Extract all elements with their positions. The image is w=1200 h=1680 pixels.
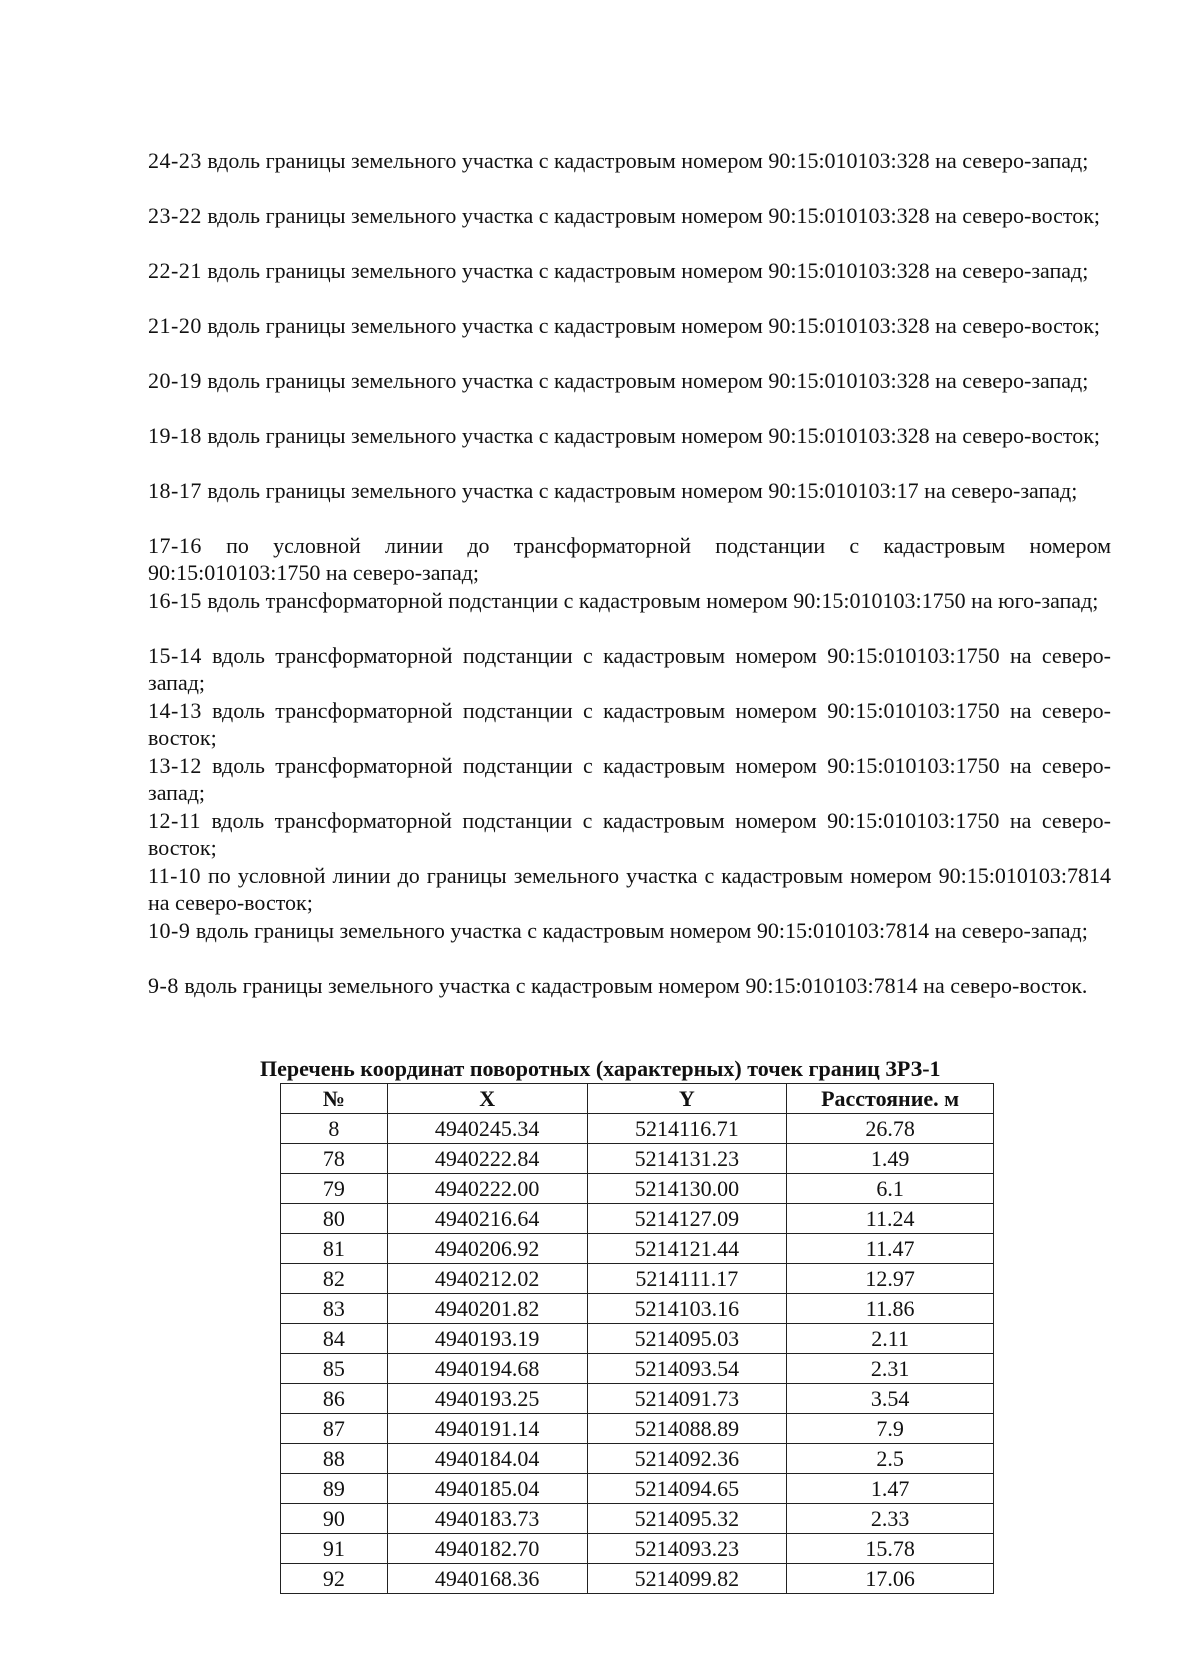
table-row: [281, 1204, 994, 1234]
segment-number: 14-13: [148, 698, 202, 723]
cell-distance: 3.54: [787, 1384, 994, 1414]
cell-y: 5214131.23: [587, 1144, 787, 1174]
cell-number: 84: [281, 1324, 388, 1354]
cell-number: 83: [281, 1294, 388, 1324]
segment-text: по условной линии до трансформаторной подстанции с кадастровым номером 90:15:010103:1750 на северо-запад;: [148, 533, 1111, 585]
cell-y: 5214103.16: [587, 1294, 787, 1324]
cell-distance: 26.78: [787, 1114, 994, 1144]
boundary-segment-paragraph: [148, 532, 1111, 587]
cell-distance: 11.24: [787, 1204, 994, 1234]
cell-distance: 2.31: [787, 1354, 994, 1384]
table-row: [281, 1264, 994, 1294]
cell-distance: 11.86: [787, 1294, 994, 1324]
coordinates-table: [280, 1083, 994, 1594]
cell-x: 4940183.73: [387, 1504, 587, 1534]
cell-y: 5214111.17: [587, 1264, 787, 1294]
table-row: [281, 1414, 994, 1444]
boundary-segment-paragraph: [148, 257, 1111, 312]
table-title: Перечень координат поворотных (характерных) точек границ ЗРЗ-1: [260, 1056, 941, 1081]
cell-distance: 6.1: [787, 1174, 994, 1204]
segment-text: вдоль границы земельного участка с кадастровым номером 90:15:010103:7814 на северо-восток.: [178, 973, 1088, 998]
cell-x: 4940222.84: [387, 1144, 587, 1174]
segment-text: вдоль границы земельного участка с кадастровым номером 90:15:010103:328 на северо-восток;: [201, 423, 1101, 448]
cell-y: 5214095.03: [587, 1324, 787, 1354]
boundary-segment-paragraph: [148, 697, 1111, 752]
boundary-segment-paragraph: [148, 367, 1111, 422]
segment-number: 22-21: [148, 258, 202, 283]
segment-text: вдоль границы земельного участка с кадастровым номером 90:15:010103:7814 на северо-запад;: [190, 918, 1088, 943]
segment-number: 12-11: [148, 808, 202, 833]
boundary-segment-paragraph: [148, 807, 1111, 862]
cell-number: 91: [281, 1534, 388, 1564]
cell-x: 4940193.19: [387, 1324, 587, 1354]
cell-x: 4940222.00: [387, 1174, 587, 1204]
cell-number: 8: [281, 1114, 388, 1144]
boundary-segment-paragraph: [148, 202, 1111, 257]
cell-distance: 1.47: [787, 1474, 994, 1504]
cell-number: 89: [281, 1474, 388, 1504]
cell-y: 5214091.73: [587, 1384, 787, 1414]
segment-text: вдоль границы земельного участка с кадастровым номером 90:15:010103:328 на северо-запад;: [201, 368, 1089, 393]
cell-number: 87: [281, 1414, 388, 1444]
segment-text: по условной линии до границы земельного участка с кадастровым номером 90:15:010103:7814 на северо-восток;: [148, 863, 1111, 915]
segment-text: вдоль трансформаторной подстанции с кадастровым номером 90:15:010103:1750 на северо-восток;: [148, 698, 1111, 750]
boundary-segment-paragraph: [148, 752, 1111, 807]
cell-y: 5214116.71: [587, 1114, 787, 1144]
segment-number: 19-18: [148, 423, 202, 448]
boundary-segment-paragraph: [148, 642, 1111, 697]
cell-distance: 12.97: [787, 1264, 994, 1294]
segment-number: 21-20: [148, 313, 202, 338]
cell-y: 5214093.23: [587, 1534, 787, 1564]
segment-number: 16-15: [148, 588, 202, 613]
segment-text: вдоль границы земельного участка с кадастровым номером 90:15:010103:17 на северо-запад;: [201, 478, 1078, 503]
header-number: №: [281, 1084, 388, 1114]
segment-text: вдоль трансформаторной подстанции с кадастровым номером 90:15:010103:1750 на северо-восток;: [148, 808, 1111, 860]
cell-y: 5214121.44: [587, 1234, 787, 1264]
boundary-segment-paragraph: [148, 862, 1111, 917]
cell-x: 4940184.04: [387, 1444, 587, 1474]
table-row: [281, 1174, 994, 1204]
cell-number: 80: [281, 1204, 388, 1234]
cell-number: 81: [281, 1234, 388, 1264]
table-row: [281, 1384, 994, 1414]
table-row: [281, 1444, 994, 1474]
cell-number: 88: [281, 1444, 388, 1474]
cell-y: 5214094.65: [587, 1474, 787, 1504]
segment-number: 13-12: [148, 753, 202, 778]
cell-x: 4940191.14: [387, 1414, 587, 1444]
boundary-description: [148, 147, 1111, 1027]
header-distance: Расстояние. м: [787, 1084, 994, 1114]
cell-x: 4940201.82: [387, 1294, 587, 1324]
boundary-segment-paragraph: [148, 587, 1111, 642]
cell-number: 82: [281, 1264, 388, 1294]
cell-distance: 7.9: [787, 1414, 994, 1444]
cell-x: 4940182.70: [387, 1534, 587, 1564]
segment-number: 10-9: [148, 918, 191, 943]
header-y: Y: [587, 1084, 787, 1114]
cell-y: 5214092.36: [587, 1444, 787, 1474]
segment-text: вдоль трансформаторной подстанции с кадастровым номером 90:15:010103:1750 на северо-запад;: [148, 643, 1111, 695]
segment-text: вдоль трансформаторной подстанции с кадастровым номером 90:15:010103:1750 на юго-запад;: [201, 588, 1099, 613]
cell-y: 5214099.82: [587, 1564, 787, 1594]
cell-distance: 2.11: [787, 1324, 994, 1354]
segment-number: 18-17: [148, 478, 202, 503]
boundary-segment-paragraph: [148, 917, 1111, 972]
boundary-segment-paragraph: [148, 312, 1111, 367]
table-row: [281, 1294, 994, 1324]
boundary-segment-paragraph: [148, 477, 1111, 532]
cell-number: 90: [281, 1504, 388, 1534]
cell-distance: 11.47: [787, 1234, 994, 1264]
table-row: [281, 1114, 994, 1144]
segment-text: вдоль границы земельного участка с кадастровым номером 90:15:010103:328 на северо-запад;: [201, 258, 1089, 283]
table-row: [281, 1504, 994, 1534]
segment-text: вдоль границы земельного участка с кадастровым номером 90:15:010103:328 на северо-запад;: [201, 148, 1089, 173]
segment-number: 23-22: [148, 203, 202, 228]
cell-y: 5214130.00: [587, 1174, 787, 1204]
boundary-segment-paragraph: [148, 422, 1111, 477]
segment-number: 24-23: [148, 148, 202, 173]
segment-number: 11-10: [148, 863, 202, 888]
cell-distance: 2.5: [787, 1444, 994, 1474]
cell-x: 4940194.68: [387, 1354, 587, 1384]
table-row: [281, 1474, 994, 1504]
cell-number: 86: [281, 1384, 388, 1414]
cell-number: 85: [281, 1354, 388, 1384]
cell-x: 4940212.02: [387, 1264, 587, 1294]
cell-x: 4940193.25: [387, 1384, 587, 1414]
cell-x: 4940206.92: [387, 1234, 587, 1264]
cell-number: 78: [281, 1144, 388, 1174]
table-row: [281, 1144, 994, 1174]
boundary-segment-paragraph: [148, 972, 1111, 1027]
table-row: [281, 1234, 994, 1264]
table-row: [281, 1324, 994, 1354]
cell-y: 5214093.54: [587, 1354, 787, 1384]
table-row: [281, 1354, 994, 1384]
cell-x: 4940216.64: [387, 1204, 587, 1234]
segment-text: вдоль трансформаторной подстанции с кадастровым номером 90:15:010103:1750 на северо-запад;: [148, 753, 1111, 805]
table-row: [281, 1534, 994, 1564]
table-row: [281, 1564, 994, 1594]
boundary-segment-paragraph: [148, 147, 1111, 202]
cell-x: 4940168.36: [387, 1564, 587, 1594]
cell-distance: 1.49: [787, 1144, 994, 1174]
cell-y: 5214095.32: [587, 1504, 787, 1534]
cell-y: 5214088.89: [587, 1414, 787, 1444]
segment-number: 15-14: [148, 643, 202, 668]
segment-number: 9-8: [148, 973, 179, 998]
cell-y: 5214127.09: [587, 1204, 787, 1234]
cell-distance: 17.06: [787, 1564, 994, 1594]
cell-x: 4940245.34: [387, 1114, 587, 1144]
segment-text: вдоль границы земельного участка с кадастровым номером 90:15:010103:328 на северо-восток;: [201, 313, 1101, 338]
segment-text: вдоль границы земельного участка с кадастровым номером 90:15:010103:328 на северо-восток;: [201, 203, 1101, 228]
cell-x: 4940185.04: [387, 1474, 587, 1504]
header-x: X: [387, 1084, 587, 1114]
cell-distance: 2.33: [787, 1504, 994, 1534]
cell-number: 92: [281, 1564, 388, 1594]
cell-number: 79: [281, 1174, 388, 1204]
segment-number: 20-19: [148, 368, 202, 393]
cell-distance: 15.78: [787, 1534, 994, 1564]
table-header-row: [281, 1084, 994, 1114]
segment-number: 17-16: [148, 533, 202, 558]
